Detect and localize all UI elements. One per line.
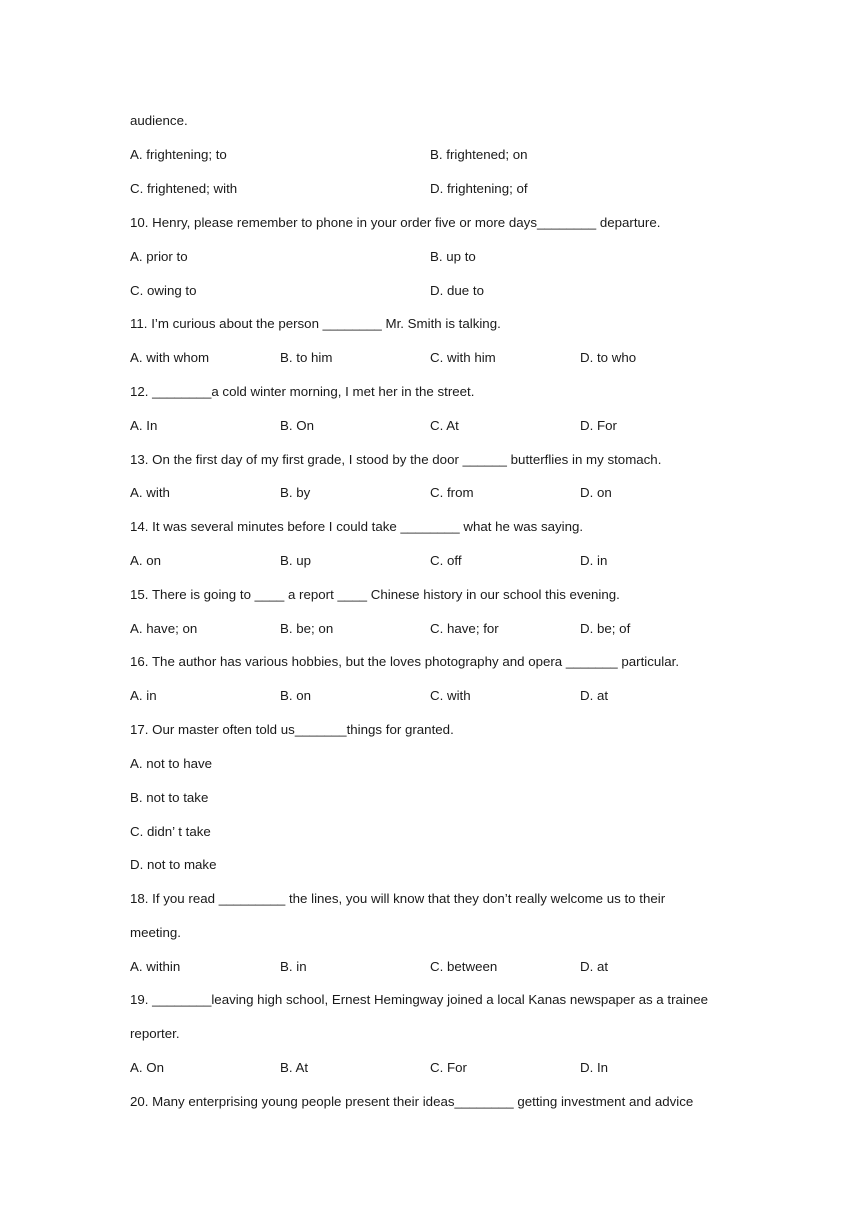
question-15-option-b: B. be; on: [280, 621, 334, 636]
question-10-option-b: B. up to: [430, 249, 476, 264]
question-14-option-b: B. up: [280, 553, 312, 568]
question-19-option-b: B. At: [280, 1060, 309, 1075]
question-11-option-b: B. to him: [280, 350, 333, 365]
question-13-option-c: C. from: [430, 485, 474, 500]
question-19-option-c: C. For: [430, 1060, 467, 1075]
question-13-option-d: D. on: [580, 485, 612, 500]
question-17-option-b: B. not to take: [130, 790, 209, 805]
question-9-option-d: D. frightening; of: [430, 181, 528, 196]
question-9-stem-end: audience.: [130, 113, 188, 128]
question-17-option-c: C. didn’ t take: [130, 824, 211, 839]
question-16-option-c: C. with: [430, 688, 471, 703]
question-11-option-c: C. with him: [430, 350, 496, 365]
question-9-option-b: B. frightened; on: [430, 147, 528, 162]
question-16-option-b: B. on: [280, 688, 312, 703]
question-17-option-d: D. not to make: [130, 857, 217, 872]
question-14-option-a: A. on: [130, 553, 162, 568]
question-11-option-a: A. with whom: [130, 350, 210, 365]
question-15-option-a: A. have; on: [130, 621, 198, 636]
question-19-stem: 19. ________leaving high school, Ernest Hemingway joined a local Kanas newspaper as a trainee: [130, 992, 709, 1007]
question-18-option-c: C. between: [430, 959, 498, 974]
question-10-option-a: A. prior to: [130, 249, 188, 264]
question-13-option-a: A. with: [130, 485, 170, 500]
question-14-option-c: C. off: [430, 553, 462, 568]
question-20-stem: 20. Many enterprising young people present their ideas________ getting investment and advice: [130, 1094, 694, 1109]
question-15-option-d: D. be; of: [580, 621, 631, 636]
question-12-option-b: B. On: [280, 418, 314, 433]
question-12-option-a: A. In: [130, 418, 158, 433]
question-16-option-d: D. at: [580, 688, 609, 703]
question-13-stem: 13. On the first day of my first grade, I stood by the door ______ butterflies in my stomach.: [130, 452, 662, 467]
question-16-option-a: A. in: [130, 688, 157, 703]
question-9-option-a: A. frightening; to: [130, 147, 227, 162]
question-19-stem-continued: reporter.: [130, 1026, 180, 1041]
question-12-stem: 12. ________a cold winter morning, I met her in the street.: [130, 384, 475, 399]
question-19-option-a: A. On: [130, 1060, 164, 1075]
question-13-option-b: B. by: [280, 485, 311, 500]
question-10-option-d: D. due to: [430, 283, 484, 298]
question-15-stem: 15. There is going to ____ a report ____ Chinese history in our school this evening.: [130, 587, 620, 602]
question-11-stem: 11. I’m curious about the person ________ Mr. Smith is talking.: [130, 316, 501, 331]
question-12-option-c: C. At: [430, 418, 459, 433]
question-12-option-d: D. For: [580, 418, 617, 433]
question-9-option-c: C. frightened; with: [130, 181, 238, 196]
question-11-option-d: D. to who: [580, 350, 637, 365]
question-17-option-a: A. not to have: [130, 756, 213, 771]
question-14-option-d: D. in: [580, 553, 608, 568]
question-18-option-d: D. at: [580, 959, 609, 974]
question-15-option-c: C. have; for: [430, 621, 499, 636]
question-14-stem: 14. It was several minutes before I could take ________ what he was saying.: [130, 519, 584, 534]
question-10-option-c: C. owing to: [130, 283, 197, 298]
question-16-stem: 16. The author has various hobbies, but the loves photography and opera _______ particular.: [130, 654, 680, 669]
question-18-stem: 18. If you read _________ the lines, you will know that they don’t really welcome us to their: [130, 891, 666, 906]
question-18-option-a: A. within: [130, 959, 181, 974]
question-10-stem: 10. Henry, please remember to phone in your order five or more days________ departure.: [130, 215, 661, 230]
question-17-stem: 17. Our master often told us_______things for granted.: [130, 722, 454, 737]
question-19-option-d: D. In: [580, 1060, 609, 1075]
question-18-option-b: B. in: [280, 959, 307, 974]
question-18-stem-continued: meeting.: [130, 925, 181, 940]
